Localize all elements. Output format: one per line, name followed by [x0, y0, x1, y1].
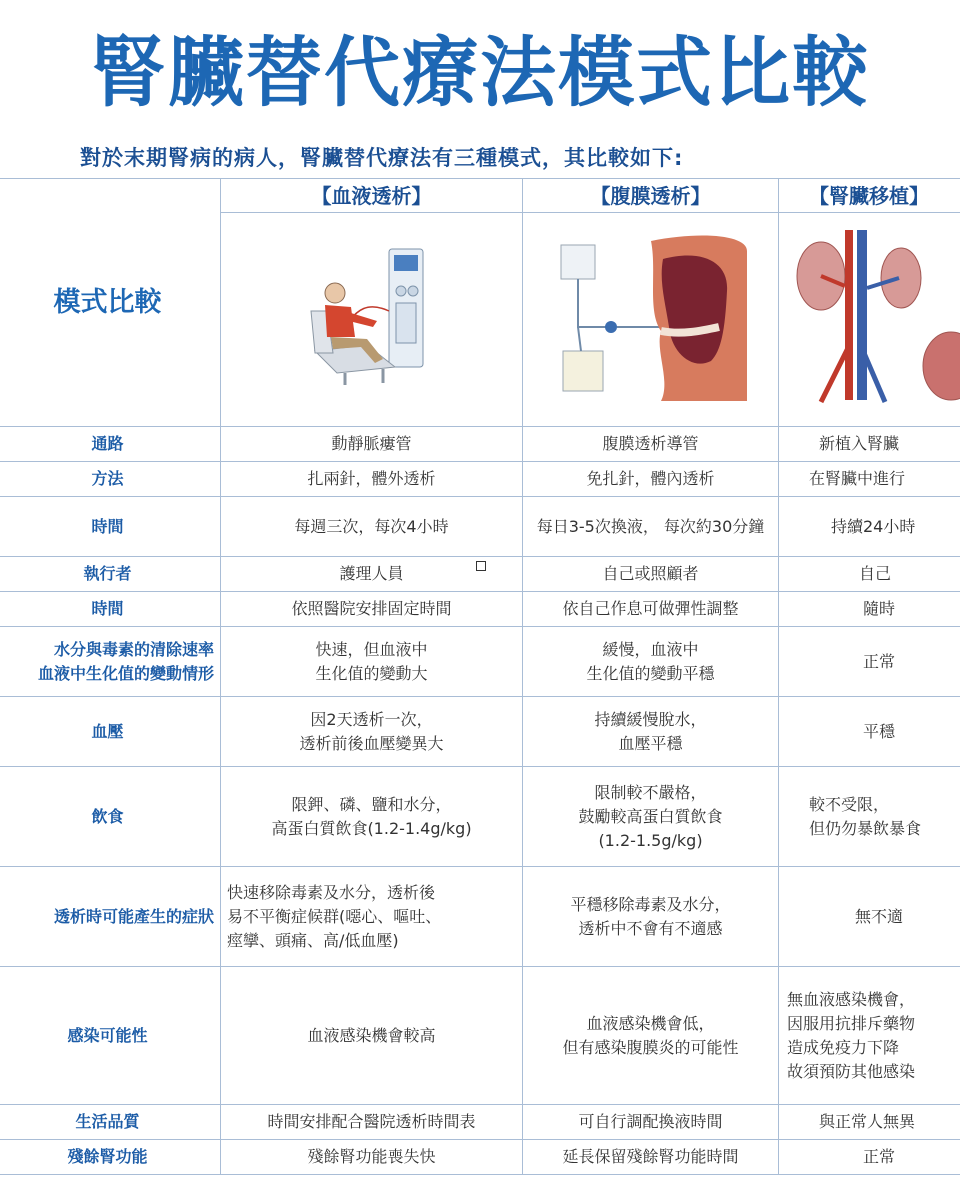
cell-pd-schedule: 依自己作息可做彈性調整 [523, 592, 779, 627]
page-title: 腎臟替代療法模式比較 [90, 28, 870, 117]
corner-label: 模式比較 [0, 179, 221, 427]
cell-kt-operator: 自己 [779, 557, 960, 592]
row-label-residual-function: 殘餘腎功能 [0, 1140, 221, 1175]
cell-kt-infection: 無血液感染機會， 因服用抗排斥藥物 造成免疫力下降 故須預防其他感染 [779, 967, 960, 1105]
cell-kt-blood-pressure: 平穩 [779, 697, 960, 767]
row-label-method: 方法 [0, 462, 221, 497]
cell-pd-access: 腹膜透析導管 [523, 427, 779, 462]
cell-kt-clearance: 正常 [779, 627, 960, 697]
cell-kt-schedule: 隨時 [779, 592, 960, 627]
cell-hd-infection: 血液感染機會較高 [221, 967, 523, 1105]
cell-hd-residual-function: 殘餘腎功能喪失快 [221, 1140, 523, 1175]
cell-hd-clearance: 快速，但血液中 生化值的變動大 [221, 627, 523, 697]
peritoneal-illustration [523, 213, 779, 427]
cell-hd-blood-pressure: 因2天透析一次， 透析前後血壓變異大 [221, 697, 523, 767]
cell-pd-diet: 限制較不嚴格， 鼓勵較高蛋白質飲食 (1.2-1.5g/kg) [523, 767, 779, 867]
cell-hd-symptoms: 快速移除毒素及水分，透析後 易不平衡症候群(噁心、嘔吐、 痙攣、頭痛、高/低血壓) [221, 867, 523, 967]
cell-hd-access: 動靜脈瘻管 [221, 427, 523, 462]
cell-kt-diet: 較不受限， 但仍勿暴飲暴食 [779, 767, 960, 867]
cell-kt-symptoms: 無不適 [779, 867, 960, 967]
row-label-diet: 飲食 [0, 767, 221, 867]
cell-hd-time: 每週三次，每次4小時 [221, 497, 523, 557]
row-label-symptoms: 透析時可能產生的症狀 [0, 867, 221, 967]
cell-pd-infection: 血液感染機會低， 但有感染腹膜炎的可能性 [523, 967, 779, 1105]
cell-pd-quality-of-life: 可自行調配換液時間 [523, 1105, 779, 1140]
dialysis-patient-image [297, 241, 447, 391]
cell-pd-time: 每日3-5次換液， 每次約30分鐘 [523, 497, 779, 557]
row-label-time: 時間 [0, 497, 221, 557]
cell-kt-time: 持續24小時 [779, 497, 960, 557]
selection-handle[interactable] [476, 561, 486, 571]
cell-pd-residual-function: 延長保留殘餘腎功能時間 [523, 1140, 779, 1175]
page-subtitle: 對於末期腎病的病人，腎臟替代療法有三種模式，其比較如下: [80, 146, 684, 170]
row-label-infection: 感染可能性 [0, 967, 221, 1105]
cell-pd-symptoms: 平穩移除毒素及水分， 透析中不會有不適感 [523, 867, 779, 967]
cell-kt-access: 新植入腎臟 [779, 427, 960, 462]
cell-hd-diet: 限鉀、磷、鹽和水分， 高蛋白質飲食(1.2-1.4g/kg) [221, 767, 523, 867]
cell-pd-clearance: 緩慢，血液中 生化值的變動平穩 [523, 627, 779, 697]
cell-kt-residual-function: 正常 [779, 1140, 960, 1175]
cell-pd-method: 免扎針，體內透析 [523, 462, 779, 497]
hemodialysis-illustration [221, 213, 523, 427]
cell-hd-quality-of-life: 時間安排配合醫院透析時間表 [221, 1105, 523, 1140]
row-label-access: 通路 [0, 427, 221, 462]
row-label-clearance: 水分與毒素的清除速率 血液中生化值的變動情形 [0, 627, 221, 697]
cell-hd-operator: 護理人員 [221, 557, 523, 592]
cell-kt-method: 在腎臟中進行 [779, 462, 960, 497]
cell-pd-blood-pressure: 持續緩慢脫水， 血壓平穩 [523, 697, 779, 767]
row-label-blood-pressure: 血壓 [0, 697, 221, 767]
comparison-table [0, 178, 960, 1175]
row-label-schedule: 時間 [0, 592, 221, 627]
row-label-quality-of-life: 生活品質 [0, 1105, 221, 1140]
row-label-operator: 執行者 [0, 557, 221, 592]
cell-hd-schedule: 依照醫院安排固定時間 [221, 592, 523, 627]
column-header-peritoneal: 【腹膜透析】 [523, 179, 779, 213]
column-header-transplant: 【腎臟移植】 [779, 179, 960, 213]
column-header-hemodialysis: 【血液透析】 [221, 179, 523, 213]
cell-pd-operator: 自己或照顧者 [523, 557, 779, 592]
transplant-illustration [779, 213, 960, 427]
kidney-transplant-image [781, 226, 960, 406]
cell-kt-quality-of-life: 與正常人無異 [779, 1105, 960, 1140]
peritoneal-catheter-image [551, 231, 751, 401]
cell-hd-method: 扎兩針，體外透析 [221, 462, 523, 497]
